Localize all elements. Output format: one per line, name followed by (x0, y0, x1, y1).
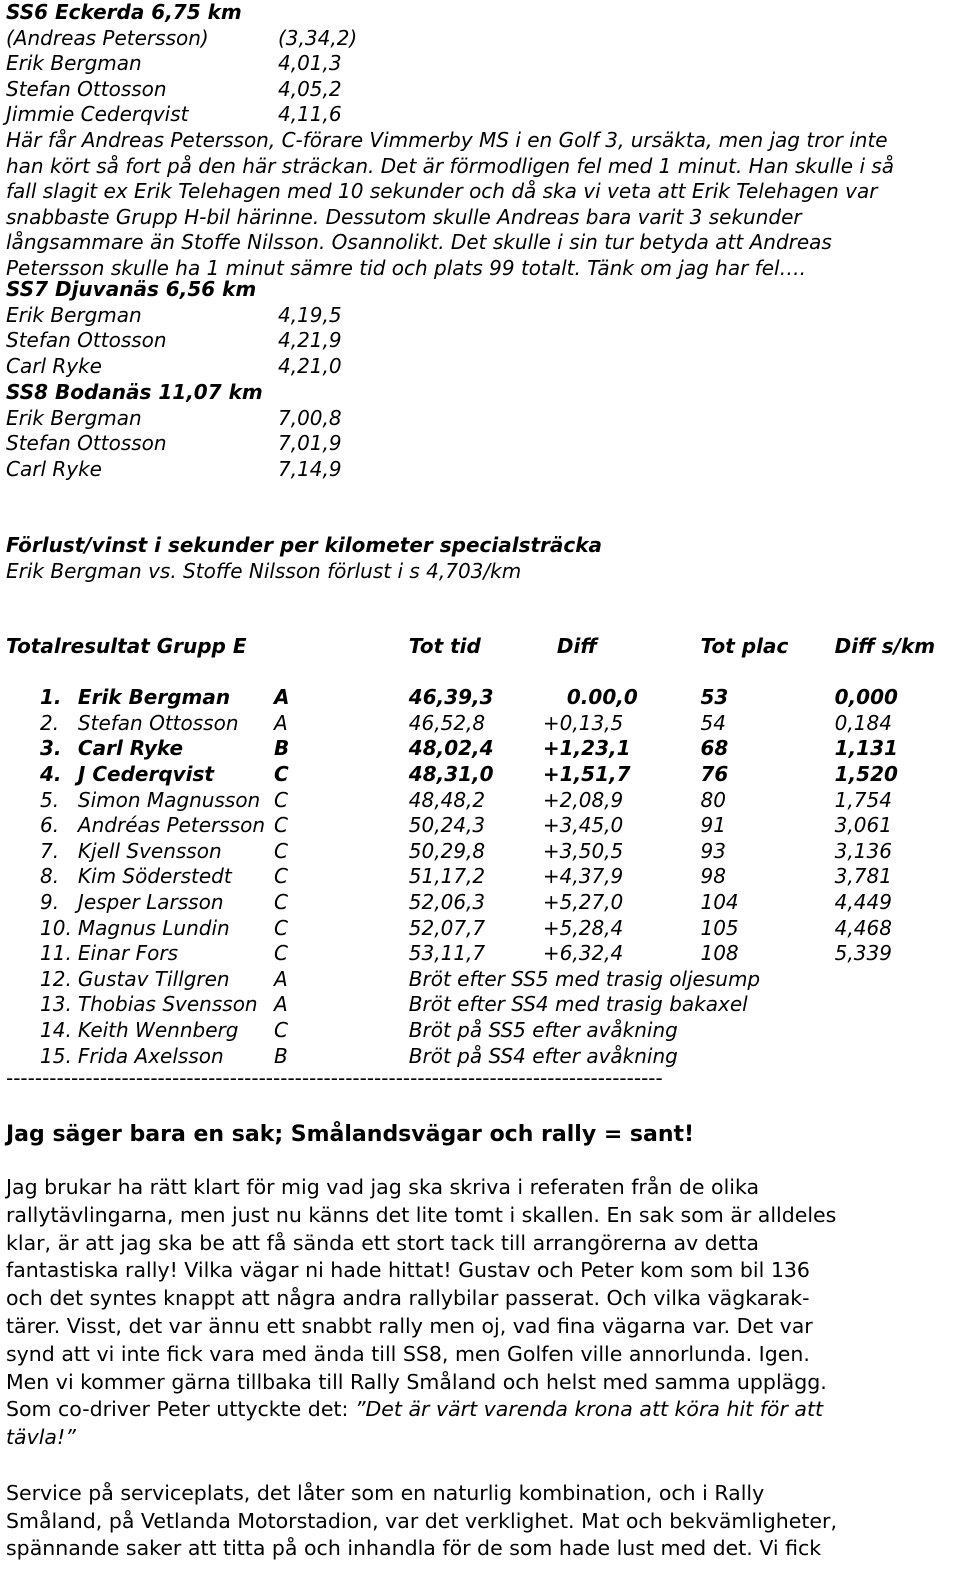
row-total-time: 53,11,7 (408, 941, 486, 966)
totals-section (6, 634, 954, 1069)
row-class: B (274, 736, 290, 761)
row-position: 14. (40, 1017, 72, 1042)
ss6-comment (6, 128, 894, 282)
row-driver: Andréas Petersson (77, 813, 266, 838)
row-total-place: 98 (700, 864, 726, 889)
ss6-result-row (6, 26, 894, 52)
totals-row (6, 839, 954, 865)
row-diff: +3,45,0 (542, 813, 624, 838)
paragraph-1-line: Men vi kommer gärna tillbaka till Rally Småland och helst med samma upplägg. (6, 1369, 827, 1394)
paragraph-1-line: tärer. Visst, det var ännu ett snabbt rally men oj, vad fina vägarna var. Det var (6, 1313, 813, 1338)
totals-header-title: Totalresultat Grupp E (6, 634, 247, 658)
row-class: C (274, 838, 288, 863)
row-position: 11. (40, 941, 72, 966)
row-class: C (274, 1017, 288, 1042)
row-position: 5. (40, 787, 60, 812)
row-total-time: 48,02,4 (408, 736, 494, 761)
ss8-driver-name: Stefan Ottosson (6, 431, 167, 456)
ss6-comment-line: Petersson skulle ha 1 minut sämre tid och plats 99 totalt. Tänk om jag har fel…. (6, 255, 806, 280)
ss7-stage-time: 4,21,0 (278, 353, 342, 378)
row-total-time: 52,06,3 (408, 889, 486, 914)
row-driver: Frida Axelsson (77, 1043, 224, 1068)
article-quote-line (6, 1396, 954, 1424)
ss7-stage-time: 4,21,9 (278, 328, 342, 353)
ss8-driver-name: Carl Ryke (6, 456, 102, 481)
row-driver: Thobias Svensson (77, 992, 258, 1017)
row-class: C (274, 864, 288, 889)
totals-header-totplac: Tot plac (700, 634, 789, 658)
totals-row (6, 941, 954, 967)
row-diff: +5,28,4 (542, 915, 624, 940)
ss6-result-row (6, 102, 894, 128)
ss7-driver-name: Carl Ryke (6, 353, 102, 378)
row-diff-per-km: 3,781 (834, 864, 892, 889)
ss6-comment-line: snabbaste Grupp H-bil härinne. Dessutom skulle Andreas bara varit 3 sekunder (6, 204, 802, 229)
row-diff-per-km: 3,061 (834, 813, 892, 838)
row-diff-per-km: 0,184 (834, 710, 892, 735)
row-driver: J Cederqvist (77, 761, 214, 786)
row-diff-per-km: 1,754 (834, 787, 892, 812)
ss8-title: SS8 Bodanäs 11,07 km (6, 380, 263, 404)
loss-section (6, 533, 602, 584)
ss8-result-row (6, 406, 342, 432)
totals-row (6, 890, 954, 916)
row-driver: Magnus Lundin (77, 915, 230, 940)
row-driver: Stefan Ottosson (77, 710, 239, 735)
quote-text-2: tävla!” (6, 1425, 76, 1450)
paragraph-1-line: fantastiska rally! Vilka vägar ni hade hittat! Gustav och Peter kom som bil 136 (6, 1258, 810, 1283)
totals-header-tottid: Tot tid (408, 634, 481, 658)
paragraph-2-line: spännande saker att titta på och inhandla för de som hade lust med det. Vi fick (6, 1536, 822, 1561)
paragraph-1-line: klar, är att jag ska be att få sända ett stort tack till arrangörerna av detta (6, 1230, 759, 1255)
row-diff-per-km: 1,131 (834, 736, 898, 761)
row-total-place: 80 (700, 787, 726, 812)
ss6-stage-time: 4,01,3 (278, 51, 342, 76)
row-total-time: 46,52,8 (408, 710, 486, 735)
ss7-result-row (6, 328, 342, 354)
ss6-driver-name: Erik Bergman (6, 51, 142, 76)
row-position: 6. (40, 813, 60, 838)
row-diff-per-km: 5,339 (834, 941, 892, 966)
ss8-stage-time: 7,00,8 (278, 405, 342, 430)
row-diff-per-km: 0,000 (834, 685, 898, 710)
row-class: A (274, 992, 288, 1017)
ss7-result-row (6, 354, 342, 380)
row-driver: Erik Bergman (77, 685, 231, 710)
separator-line: ------------------------------------------------------------------------------------------- (6, 1066, 663, 1090)
ss8-section (6, 380, 342, 482)
ss8-result-row (6, 431, 342, 457)
row-position: 1. (40, 685, 62, 710)
row-class: A (274, 710, 288, 735)
ss6-title: SS6 Eckerda 6,75 km (6, 0, 242, 24)
row-diff: +1,51,7 (542, 761, 631, 786)
totals-table (6, 634, 954, 1069)
row-diff: +2,08,9 (542, 787, 624, 812)
ss6-section (6, 0, 894, 282)
ss7-stage-time: 4,19,5 (278, 302, 342, 327)
row-position: 4. (40, 761, 62, 786)
paragraph-1-line: Jag brukar ha rätt klart för mig vad jag ska skriva i referaten från de olika (6, 1175, 760, 1199)
row-diff-per-km: 3,136 (834, 838, 892, 863)
totals-row (6, 813, 954, 839)
row-total-place: 68 (700, 736, 729, 761)
row-driver: Simon Magnusson (77, 787, 261, 812)
ss6-driver-name: Jimmie Cederqvist (6, 102, 189, 127)
ss7-driver-name: Stefan Ottosson (6, 328, 167, 353)
paragraph-2-line: Småland, på Vetlanda Motorstadion, var det verklighet. Mat och bekvämligheter, (6, 1508, 837, 1533)
totals-header-diff: Diff (556, 634, 597, 658)
ss6-stage-time: (3,34,2) (278, 25, 358, 50)
row-total-time: 51,17,2 (408, 864, 486, 889)
row-total-time: 46,39,3 (408, 685, 494, 710)
row-class: C (274, 915, 288, 940)
totals-row (6, 1018, 954, 1044)
row-class: B (274, 1043, 288, 1068)
ss6-driver-name: (Andreas Petersson) (6, 25, 209, 50)
loss-title: Förlust/vinst i sekunder per kilometer specialsträcka (6, 533, 603, 557)
row-class: A (274, 966, 288, 991)
ss6-comment-line: fall slagit ex Erik Telehagen med 10 sekunder och då ska vi veta att Erik Telehagen var (6, 179, 878, 204)
row-diff: +5,27,0 (542, 889, 624, 914)
ss8-stage-time: 7,14,9 (278, 456, 342, 481)
row-total-time: 48,48,2 (408, 787, 486, 812)
ss7-driver-name: Erik Bergman (6, 302, 142, 327)
article-section (6, 1120, 954, 1563)
totals-header-row (6, 634, 954, 660)
row-class: C (274, 787, 288, 812)
row-total-time: 48,31,0 (408, 761, 494, 786)
row-diff: +0,13,5 (542, 710, 624, 735)
row-total-place: 108 (700, 941, 739, 966)
row-class: C (274, 813, 288, 838)
row-total-place: 54 (700, 710, 726, 735)
row-diff: +6,32,4 (542, 941, 624, 966)
ss8-results (6, 406, 342, 483)
row-diff: +3,50,5 (542, 838, 624, 863)
article-paragraph-2 (6, 1480, 954, 1563)
ss8-result-row (6, 457, 342, 483)
row-total-place: 105 (700, 915, 739, 940)
row-class: C (274, 889, 288, 914)
row-total-place: 91 (700, 813, 726, 838)
ss6-comment-line: han kört så fort på den här sträckan. Det är förmodligen fel med 1 minut. Han skulle i så (6, 153, 895, 178)
ss8-driver-name: Erik Bergman (6, 405, 142, 430)
row-class: A (274, 685, 290, 710)
row-class: C (274, 761, 289, 786)
paragraph-1-line: och det syntes knappt att några andra rallybilar passerat. Och vilka vägkarak- (6, 1286, 810, 1311)
totals-row (6, 788, 954, 814)
row-position: 10. (40, 915, 72, 940)
ss6-stage-time: 4,05,2 (278, 76, 342, 101)
row-total-time: 50,24,3 (408, 813, 486, 838)
row-diff-per-km: 4,468 (834, 915, 892, 940)
ss7-section (6, 277, 342, 379)
ss6-results (6, 26, 894, 128)
row-position: 2. (40, 710, 60, 735)
row-class: C (274, 941, 288, 966)
row-driver: Kjell Svensson (77, 838, 222, 863)
ss7-results (6, 303, 342, 380)
row-total-place: 53 (700, 685, 729, 710)
ss6-driver-name: Stefan Ottosson (6, 76, 167, 101)
totals-header-diffskm: Diff s/km (834, 634, 936, 658)
row-driver: Gustav Tillgren (77, 966, 230, 991)
row-diff: 0.00,0 (566, 685, 638, 710)
paragraph-2-line: Service på serviceplats, det låter som en naturlig kombination, och i Rally (6, 1480, 765, 1505)
ss6-stage-time: 4,11,6 (278, 102, 342, 127)
row-driver: Keith Wennberg (77, 1017, 239, 1042)
row-driver: Carl Ryke (77, 736, 184, 761)
row-position: 12. (40, 966, 72, 991)
paragraph-1-line: synd att vi inte fick vara med ända till SS8, men Golfen ville annorlunda. Igen. (6, 1341, 810, 1366)
totals-row (6, 762, 954, 788)
ss6-comment-line: långsammare än Stoffe Nilsson. Osannolikt. Det skulle i sin tur betyda att Andreas (6, 230, 832, 255)
totals-row (6, 736, 954, 762)
row-position: 7. (40, 838, 60, 863)
row-total-time: 50,29,8 (408, 838, 486, 863)
ss6-result-row (6, 51, 894, 77)
row-diff: +1,23,1 (542, 736, 631, 761)
ss8-stage-time: 7,01,9 (278, 431, 342, 456)
row-position: 8. (40, 864, 60, 889)
article-paragraph-1 (6, 1174, 954, 1396)
totals-row (6, 685, 954, 711)
row-total-place: 76 (700, 761, 729, 786)
row-retirement-note: Bröt efter SS5 med trasig oljesump (408, 966, 761, 991)
row-diff-per-km: 4,449 (834, 889, 892, 914)
article-heading: Jag säger bara en sak; Smålandsvägar och rally = sant! (6, 1122, 695, 1147)
totals-body (6, 685, 954, 1069)
row-position: 3. (40, 736, 62, 761)
row-diff: +4,37,9 (542, 864, 624, 889)
row-total-time: 52,07,7 (408, 915, 486, 940)
totals-row (6, 916, 954, 942)
totals-row (6, 864, 954, 890)
row-retirement-note: Bröt efter SS4 med trasig bakaxel (408, 992, 748, 1017)
row-diff-per-km: 1,520 (834, 761, 898, 786)
row-position: 9. (40, 889, 60, 914)
row-position: 13. (40, 992, 72, 1017)
row-retirement-note: Bröt på SS4 efter avåkning (408, 1043, 678, 1068)
ss6-result-row (6, 77, 894, 103)
ss7-result-row (6, 303, 342, 329)
loss-text: Erik Bergman vs. Stoffe Nilsson förlust i s 4,703/km (6, 558, 522, 583)
quote-intro: Som co-driver Peter uttyckte det: (6, 1397, 355, 1422)
paragraph-1-line: rallytävlingarna, men just nu känns det lite tomt i skallen. En sak som är alldeles (6, 1202, 837, 1227)
row-position: 15. (40, 1043, 72, 1068)
row-driver: Einar Fors (77, 941, 179, 966)
row-driver: Jesper Larsson (77, 889, 224, 914)
totals-row (6, 992, 954, 1018)
row-total-place: 93 (700, 838, 726, 863)
quote-text-1: ”Det är värt varenda krona att köra hit för att (354, 1397, 824, 1422)
row-driver: Kim Söderstedt (77, 864, 232, 889)
row-total-place: 104 (700, 889, 739, 914)
ss7-title: SS7 Djuvanäs 6,56 km (6, 277, 257, 301)
totals-row (6, 967, 954, 993)
ss6-comment-line: Här får Andreas Petersson, C-förare Vimmerby MS i en Golf 3, ursäkta, men jag tror inte (6, 127, 888, 152)
row-retirement-note: Bröt på SS5 efter avåkning (408, 1017, 678, 1042)
totals-row (6, 711, 954, 737)
